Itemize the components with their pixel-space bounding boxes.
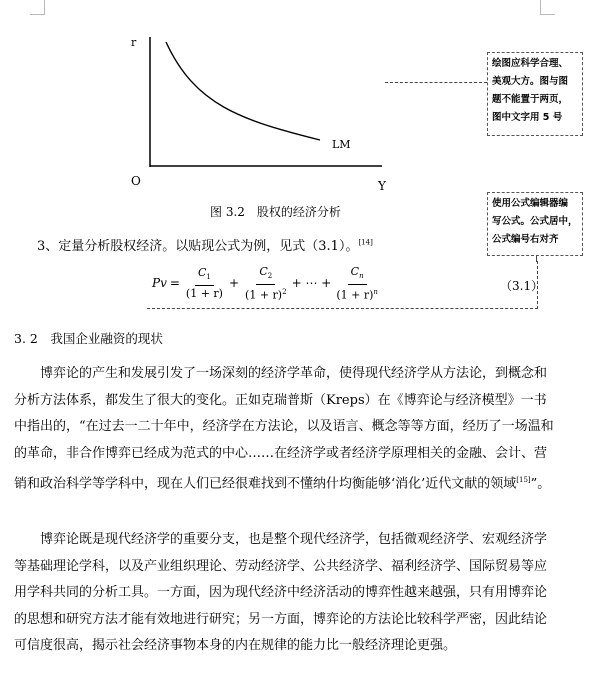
formula-note-line: 使用公式编辑器编: [492, 198, 569, 209]
x-axis-label: Y: [378, 179, 386, 193]
figure-caption: 图 3.2 股权的经济分析: [210, 205, 341, 219]
crop-mark-right: [540, 0, 541, 14]
lm-curve: [166, 42, 320, 140]
formula-term-2: $\frac{C_2}{(1 + r)^2}$: [245, 264, 287, 302]
citation-15: [15]: [516, 476, 531, 485]
figure-note-leader: [385, 82, 487, 83]
curve-label: LM: [332, 138, 351, 151]
formula-note-leader: [536, 256, 537, 262]
intro-text: 3、定量分析股权经济。以贴现公式为例，见式（3.1）。: [37, 239, 359, 254]
crop-mark-left-h: [30, 14, 45, 15]
figure-note-line: 图中文字用 5 号: [492, 112, 563, 123]
formula-note-line: 写公式。公式居中，: [492, 216, 578, 227]
formula-term-1: $\frac{C_1}{(1 + r)}$: [185, 265, 223, 301]
formula-format-note: [487, 192, 583, 256]
paragraph-1: 博弈论的产生和发展引发了一场深刻的经济学革命，使得现代经济学从方法论，到概念和分析方法体系，都发生了很大的变化。正如克瑞普斯（Kreps）在《博弈论与经济模型》一书中指出的，“在过去一二十年中，经济学在方法论，以及语言、概念等等方面，经历了一场温和的革命，非合作博弈已经成为范式的中心……在经济学或者经济学原理相关的金融、会计、营销和政治科学等学科中，现在人们已经很难找到不懂纳什均衡能够‘消化’近代文献的领域[15]”。: [14, 366, 554, 492]
figure-format-note: [487, 52, 583, 136]
origin-label: O: [131, 174, 141, 188]
intro-line: [37, 235, 373, 254]
intro-ref: [14]: [358, 238, 373, 247]
figure-note-line: 题不能置于两页，: [492, 94, 569, 105]
formula-note-line: 公式编号右对齐: [492, 234, 559, 245]
formula-frame: [147, 261, 538, 309]
section-heading: 3. 2 我国企业融资的现状: [14, 331, 163, 346]
lm-curve-figure: [100, 25, 420, 200]
formula-ellipsis: + ⋯ +: [291, 276, 332, 290]
crop-mark-right-h: [540, 14, 555, 15]
formula-number: （3.1）: [500, 279, 544, 293]
figure-note-line: 绘图应科学合理、: [492, 58, 569, 69]
formula-lhs: Pv: [152, 276, 167, 290]
crop-mark-left: [44, 0, 45, 14]
formula-term-n: $\frac{C_n}{(1 + r)^n}$: [336, 264, 378, 302]
paragraph-2: 博弈论既是现代经济学的重要分支，也是整个现代经济学，包括微观经济学、宏观经济学等基础理论学科，以及产业组织理论、劳动经济学、公共经济学、福利经济学、国际贸易等应用学科共同的分析工具。一方面，因为现代经济中经济活动的博弈性越来越强，只有用博弈论的思想和研究方法才能有效地进行研究；另一方面，博弈论的方法论比较科学严密，因此结论可信度很高，揭示社会经济事物本身的内在规律的能力比一般经济理论更强。: [14, 532, 548, 654]
y-axis-label: r: [131, 36, 137, 49]
figure-note-line: 美观大方。图与图: [492, 76, 569, 87]
discount-formula: Pv = $\frac{C_1}{(1 + r)}$ + $\frac{C_2}{(1 + r)^2}$ + ⋯ + $\frac{C_n}{(1 + r)^n}$: [152, 263, 381, 303]
